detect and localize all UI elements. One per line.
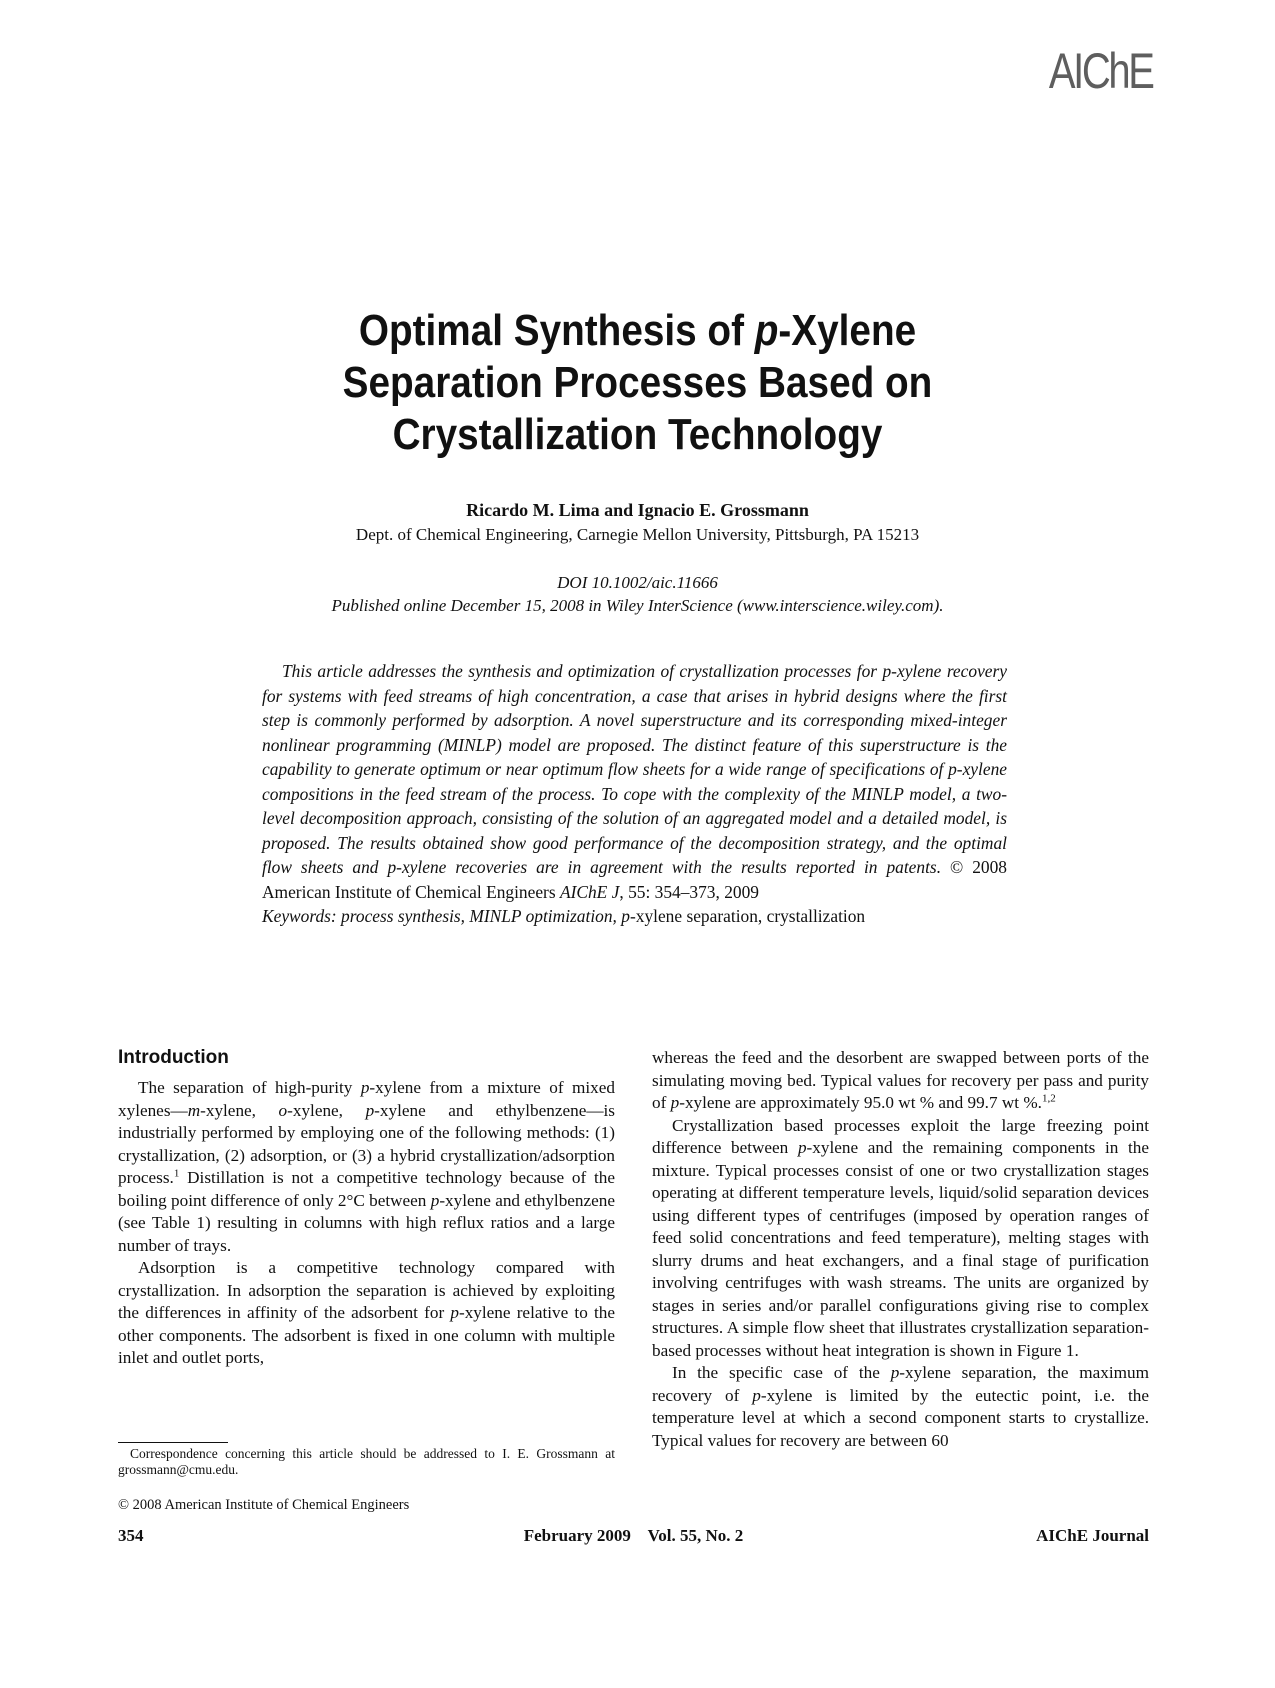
title-line-2: Separation Processes Based on bbox=[342, 357, 933, 407]
abstract-text: This article addresses the synthesis and optimization of crystallization processes for p-xylene recovery for systems with feed streams of high concentration, a case that arises in hybrid designs where the first step is commonly performed by adsorption. A novel superstructure and its corresponding mixed-integer nonlinear programming (MINLP) model are proposed. The distinct feature of this superstructure is the capability to generate optimum or near optimum flow sheets for a wide range of specifications of p-xylene compositions in the feed stream of the process. To cope with the complexity of the MINLP model, a two-level decomposition approach, consisting of the solution of an aggregated model and a detailed model, is proposed. The results obtained show good performance of the decomposition strategy, and the optimal flow sheets and p-xylene recoveries are in agreement with the results reported in patents. © 2008 American Institute of Chemical Engineers AIChE J, 55: 354–373, 2009 bbox=[262, 661, 1007, 902]
affiliation: Dept. of Chemical Engineering, Carnegie Mellon University, Pittsburgh, PA 15213 bbox=[355, 525, 920, 544]
authors: Ricardo M. Lima and Ignacio E. Grossmann bbox=[466, 500, 809, 520]
aiche-logo: AIChE bbox=[1049, 43, 1153, 99]
doi[interactable]: DOI 10.1002/aic.11666 bbox=[557, 573, 718, 592]
correspondence-footnote: Correspondence concerning this article should be addressed to I. E. Grossmann at grossmann@cmu.edu. bbox=[118, 1446, 615, 1477]
page-number: 354 bbox=[118, 1526, 144, 1545]
issue-info: February 2009 Vol. 55, No. 2 bbox=[523, 1526, 744, 1545]
introduction-heading: Introduction bbox=[118, 1047, 229, 1068]
paragraph: The separation of high-purity p-xylene from a mixture of mixed xylenes—m-xylene, o-xylene, p-xylene and ethylbenzene—is industrially performed by employing one of the following methods: (1) crystallization, (2) adsorption, or (3) a hybrid crystallization/adsorption process.$^1$ Distillation is not a competitive technology because of the boiling point difference of only 2°C between p-xylene and ethylbenzene (see Table 1) resulting in columns with high reflux ratios and a large number of trays. bbox=[118, 1078, 615, 1255]
title-line-3: Crystallization Technology bbox=[392, 409, 883, 459]
journal-name: AIChE Journal bbox=[1036, 1526, 1149, 1545]
copyright: © 2008 American Institute of Chemical Engineers bbox=[118, 1497, 410, 1513]
paragraph: Crystallization based processes exploit the large freezing point difference between p-xylene and the remaining components in the mixture. Typical processes consist of one or two crystallization stages operating at different temperature levels, liquid/solid separation devices using different types of centrifuges (imposed by operation ranges of feed solid concentrations and feed temperature), melting stages with slurry drums and heat exchangers, and a final stage of purification involving centrifuges with wash streams. The units are organized by stages in series and/or parallel configurations giving rise to complex structures. A simple flow sheet that illustrates crystallization separation-based processes without heat integration is shown in Figure 1. bbox=[652, 1115, 1149, 1360]
right-column bbox=[652, 1047, 1149, 1452]
abstract bbox=[262, 659, 1007, 929]
footnote-divider bbox=[118, 1442, 228, 1443]
paragraph: In the specific case of the p-xylene separation, the maximum recovery of p-xylene is limited by the eutectic point, i.e. the temperature level at which a second component starts to crystallize. Typical values for recovery are between 60 bbox=[652, 1363, 1150, 1450]
article-title bbox=[0, 305, 1275, 461]
paragraph: whereas the feed and the desorbent are swapped between ports of the simulating moving bed. Typical values for recovery per pass and purity of p-xylene are approximately 95.0 wt % and 99.7 wt %.$^{1,2}$ bbox=[652, 1048, 1149, 1112]
keywords: Keywords: process synthesis, MINLP optimization, p-xylene separation, crystallization bbox=[262, 906, 866, 926]
left-column bbox=[118, 1077, 615, 1370]
publication-info: Published online December 15, 2008 in Wiley InterScience (www.interscience.wiley.com). bbox=[331, 596, 944, 615]
title-line-1: Optimal Synthesis of p-Xylene bbox=[358, 306, 917, 355]
paragraph: Adsorption is a competitive technology compared with crystallization. In adsorption the separation is achieved by exploiting the differences in affinity of the adsorbent for p-xylene relative to the other components. The adsorbent is fixed in one column with multiple inlet and outlet ports, bbox=[118, 1258, 615, 1367]
